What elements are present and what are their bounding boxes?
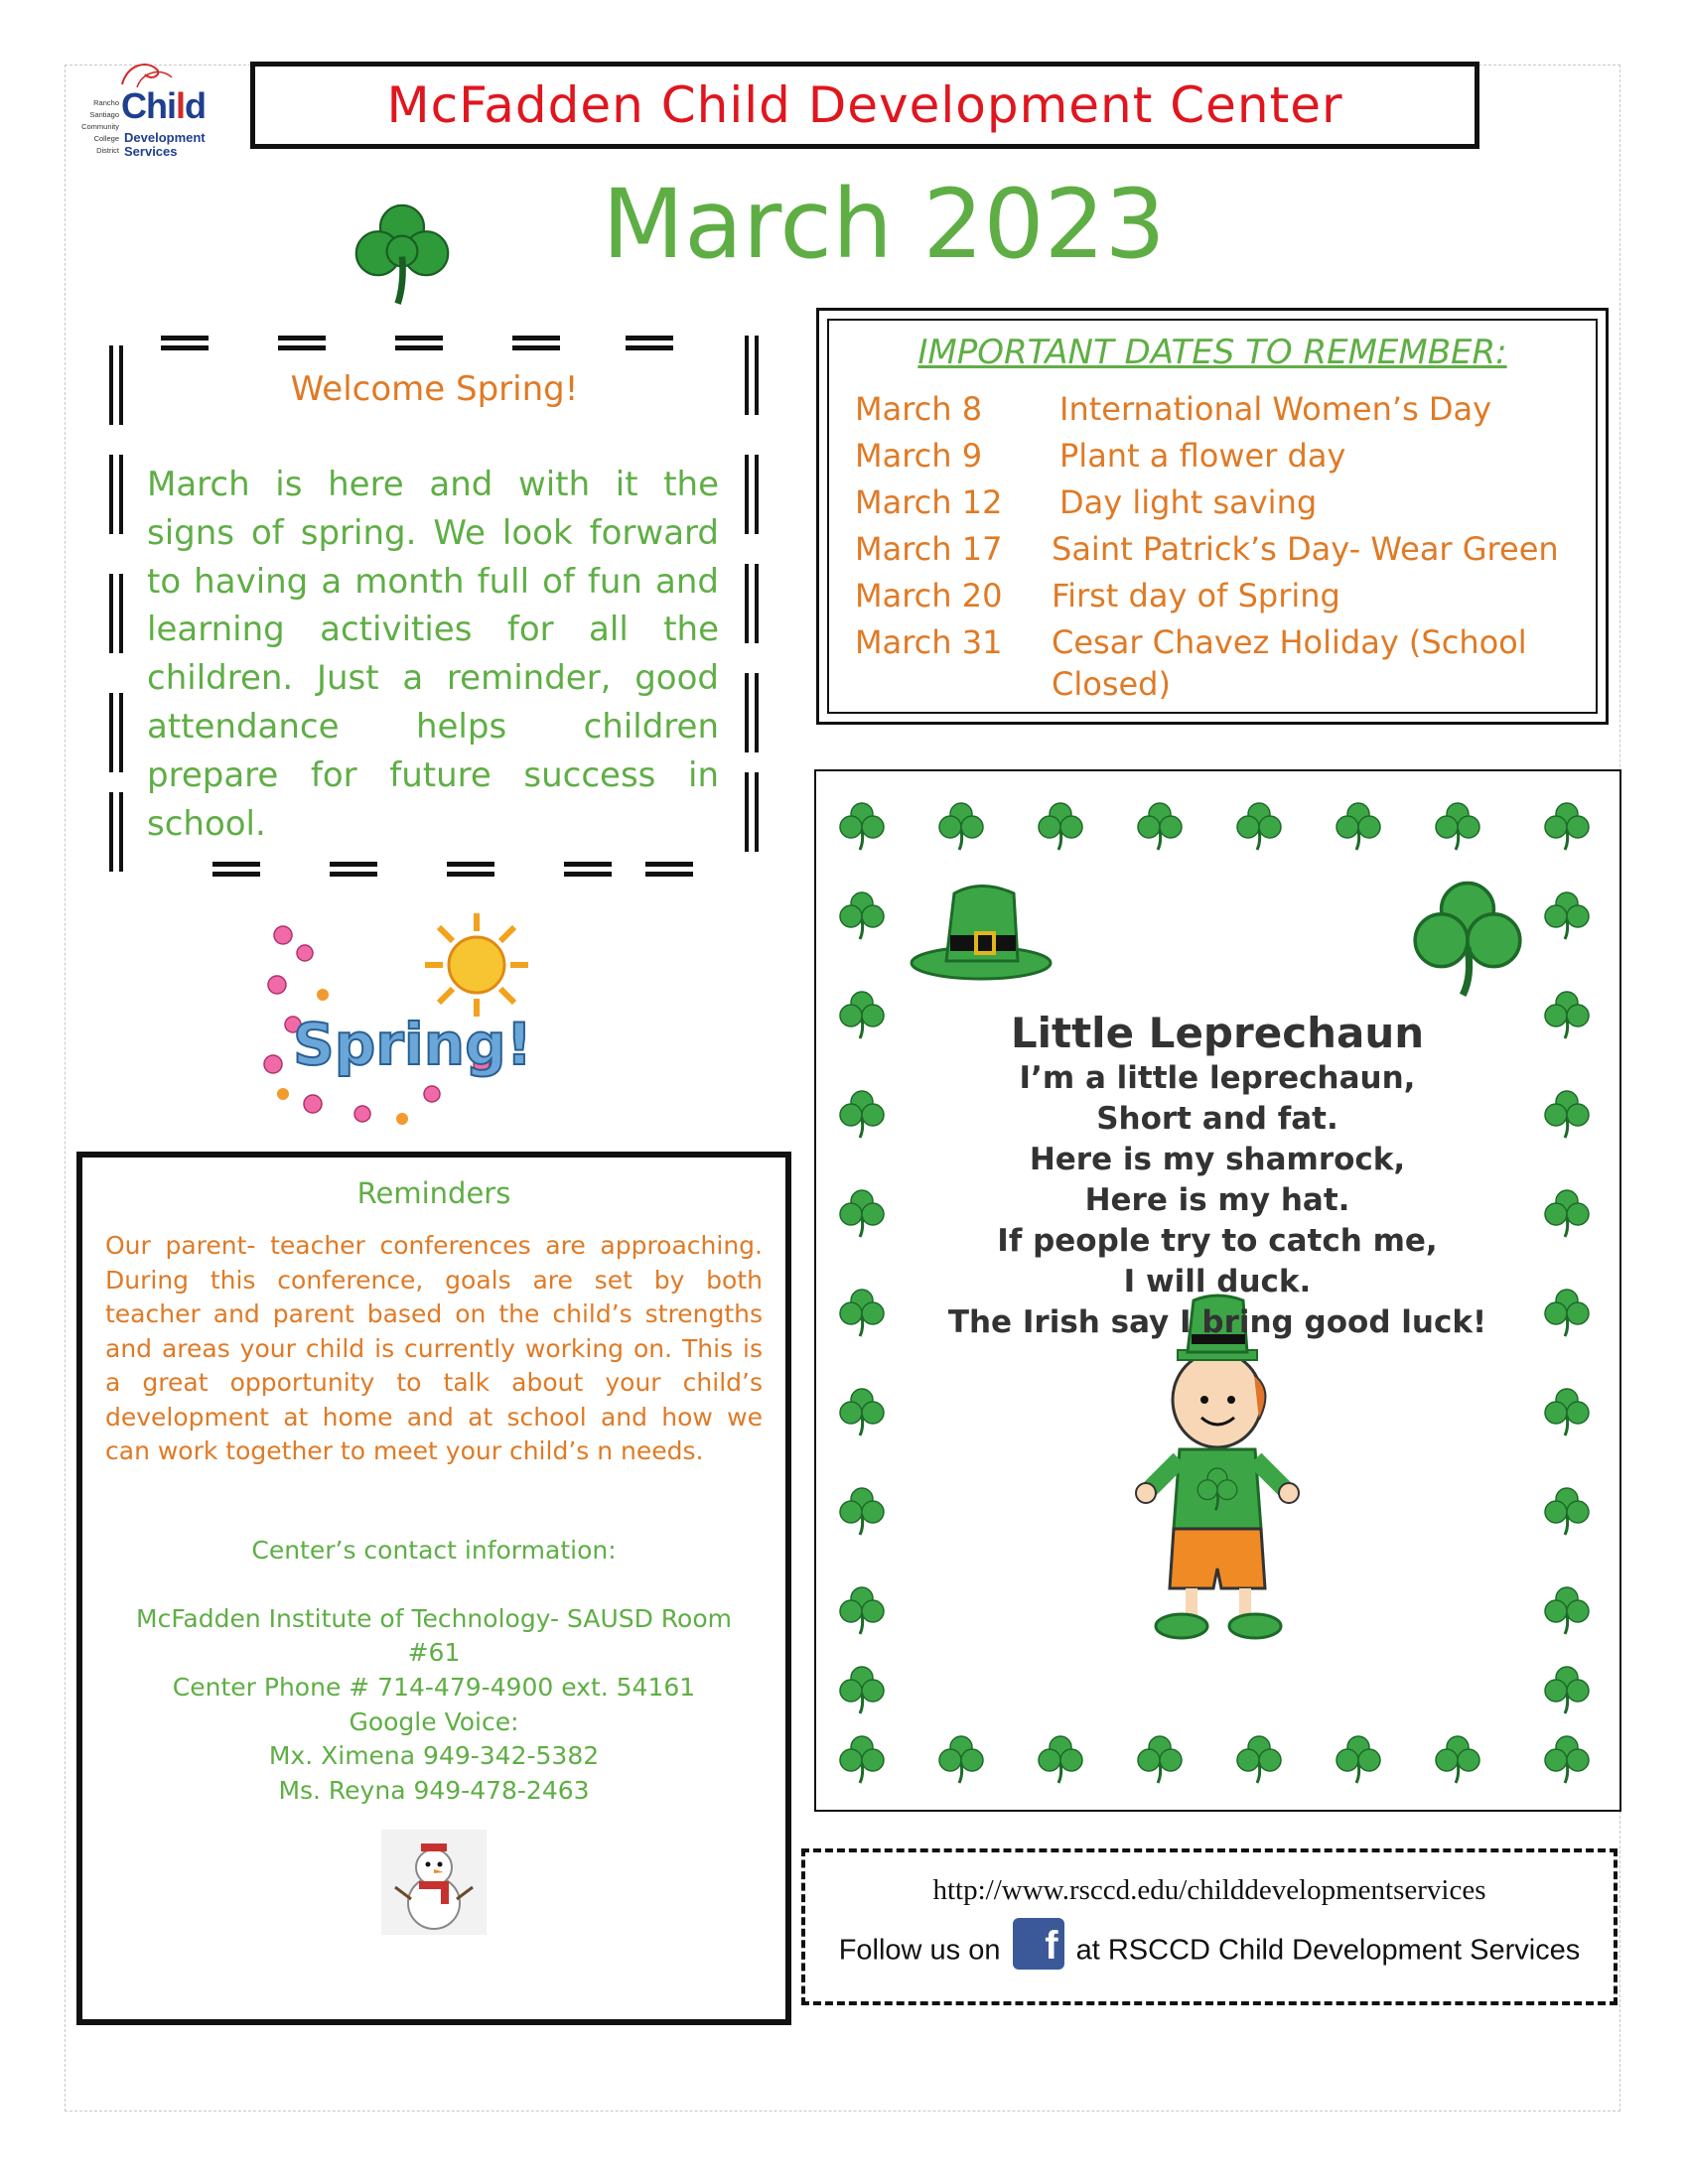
reminders-body: Our parent- teacher conferences are approaching. During this conference, goals are set by both teacher and parent based on the child’s strengths and areas your child is currently working on. This is a great opportunity to talk about your child’s development at home and at school and how we can work together to meet your child’s n needs. [105,1231,763,1465]
date-label: March 20 [855,577,1003,614]
welcome-body: March is here and with it the signs of spring. We look forward to having a month full of fun and learning activities for all the children. Just a reminder, good attendance helps children prepare for future success in school. [147,465,719,844]
date-label: March 8 [855,390,983,428]
date-event: First day of Spring [1052,577,1340,614]
date-label: March 31 [855,623,1003,661]
snowman-icon [381,1830,487,1935]
spring-clipart [253,905,541,1138]
contact-line: McFadden Institute of Technology- SAUSD Room [136,1604,732,1633]
date-label: March 12 [855,483,1003,521]
website-link[interactable]: http://www.rsccd.edu/childdevelopmentservices [932,1874,1486,1906]
poem-line: I will duck. [1123,1264,1312,1299]
contact-line: Mx. Ximena 949-342-5382 [268,1741,600,1770]
logo-child-word: Child [121,85,207,126]
contact-line: Google Voice: [349,1707,519,1736]
reminders-title: Reminders [356,1176,511,1210]
poem-line: I’m a little leprechaun, [1019,1060,1416,1096]
date-event: International Women’s Day [1059,390,1492,428]
rsccd-child-development-logo [77,60,236,169]
date-label: March 17 [855,530,1003,568]
contact-line: Center Phone # 714-479-4900 ext. 54161 [172,1673,696,1702]
logo-subtitle [124,131,206,159]
shamrock-icon [348,197,457,310]
spring-text: Spring! [293,1011,533,1078]
contact-line: #61 [407,1638,461,1667]
month-title: March 2023 [602,169,1166,280]
logo-district-line: Rancho [93,98,119,107]
follow-us-line [801,1926,1618,1978]
poem-line: Short and fat. [1096,1101,1338,1137]
date-event: Saint Patrick’s Day- Wear Green [1052,530,1559,568]
poem-line: The Irish say I bring good luck! [947,1304,1487,1340]
facebook-icon[interactable]: f [1013,1918,1064,1970]
poem-line: Here is my hat. [1084,1182,1350,1218]
logo-district-line: Community [81,122,119,131]
poem-line: Here is my shamrock, [1029,1142,1406,1177]
contact-heading: Center’s contact information: [251,1536,617,1565]
title-box [250,62,1479,149]
poem-line: If people try to catch me, [997,1223,1438,1259]
logo-district-line: College [93,134,119,143]
follow-prefix: Follow us on [838,1934,1001,1967]
date-event: Day light saving [1059,483,1318,521]
date-label: March 9 [855,437,983,475]
logo-district-line: Santiago [89,110,119,119]
contact-line: Ms. Reyna 949-478-2463 [278,1776,590,1805]
important-dates-box [816,308,1609,725]
center-title: McFadden Child Development Center [386,76,1343,134]
important-dates-heading: IMPORTANT DATES TO REMEMBER: [917,333,1507,372]
logo-district-text [77,97,119,157]
follow-suffix[interactable]: at RSCCD Child Development Services [1075,1934,1581,1967]
welcome-title: Welcome Spring! [290,369,579,409]
logo-district-line: District [96,146,119,155]
poem-title: Little Leprechaun [1010,1009,1425,1057]
date-event: Plant a flower day [1059,437,1346,475]
logo-development: Development [124,130,206,145]
date-event: Closed) [1052,665,1171,703]
date-event: Cesar Chavez Holiday (School [1052,623,1527,661]
logo-services: Services [124,144,178,159]
